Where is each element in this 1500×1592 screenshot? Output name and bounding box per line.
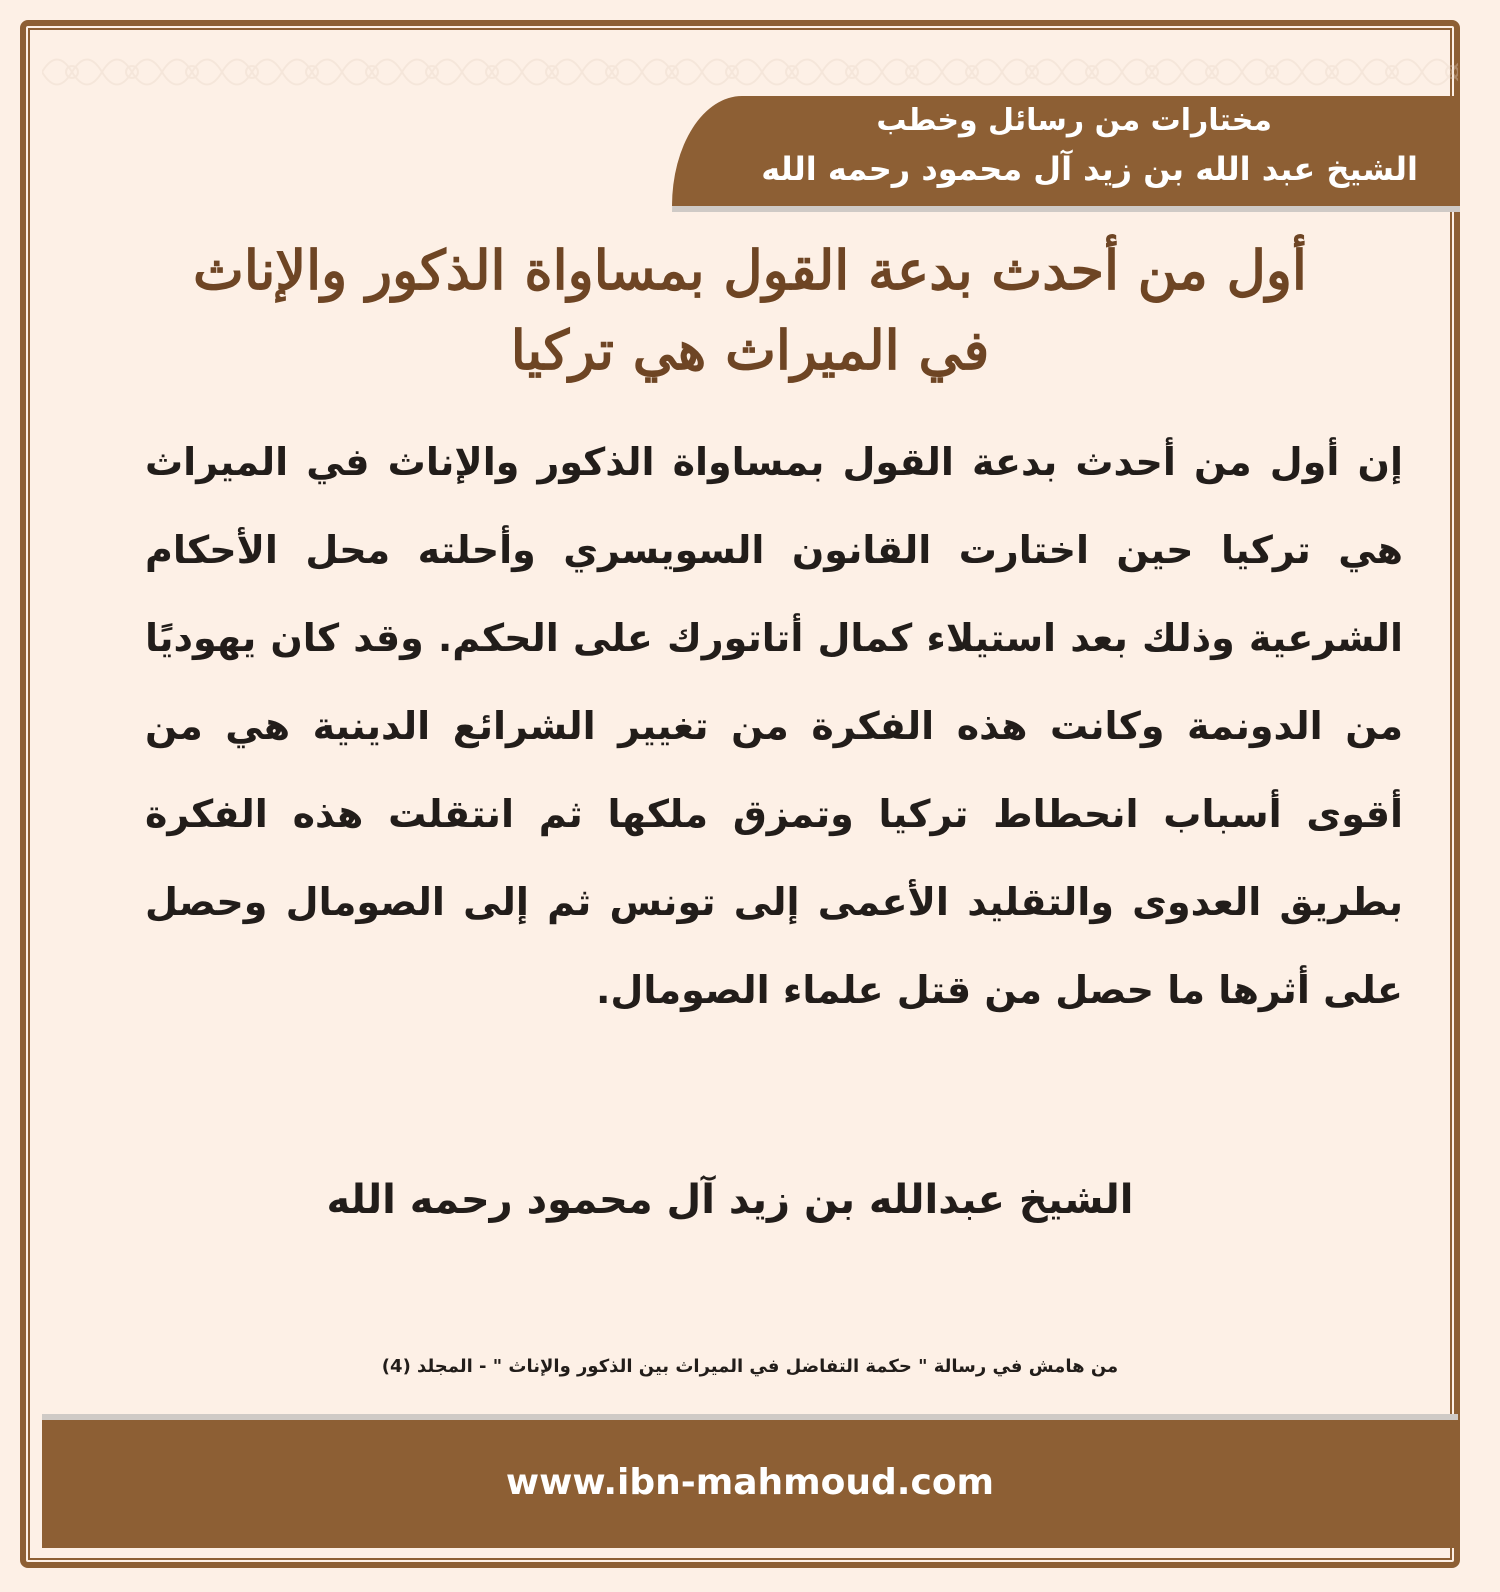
- page-title: أول من أحدث بدعة القول بمساواة الذكور والإناث في الميراث هي تركيا: [193, 238, 1307, 382]
- website-link[interactable]: www.ibn-mahmoud.com: [505, 1462, 995, 1503]
- header-banner: [672, 96, 1460, 206]
- footer-band: [42, 1420, 1458, 1548]
- body-paragraph: إن أول من أحدث بدعة القول بمساواة الذكور والإناث في الميراث هي تركيا حين اختارت القانون السويسري وأحلته محل الأحكام الشرعية وذلك بعد استيلاء كمال أتاتورك على الحكم. وقد كان يهوديًا من الدونمة وكانت هذه الفكرة من تغيير الشرائع الدينية هي من أقوى أسباب انحطاط تركيا وتمزق ملكها ثم انتقلت هذه الفكرة بطريق العدوى والتقليد الأعمى إلى تونس ثم إلى الصومال وحصل على أثرها ما حصل من قتل علماء الصومال.: [145, 440, 1403, 1012]
- header-series-title: مختارات من رسائل وخطب: [876, 103, 1272, 138]
- decorative-pattern: [42, 42, 1458, 102]
- author-signature: الشيخ عبدالله بن زيد آل محمود رحمه الله: [326, 1177, 1134, 1223]
- source-footnote: من هامش في رسالة " حكمة التفاضل في الميراث بين الذكور والإناث " - المجلد (4): [381, 1356, 1119, 1377]
- header-author-name: الشيخ عبد الله بن زيد آل محمود رحمه الله: [761, 150, 1418, 188]
